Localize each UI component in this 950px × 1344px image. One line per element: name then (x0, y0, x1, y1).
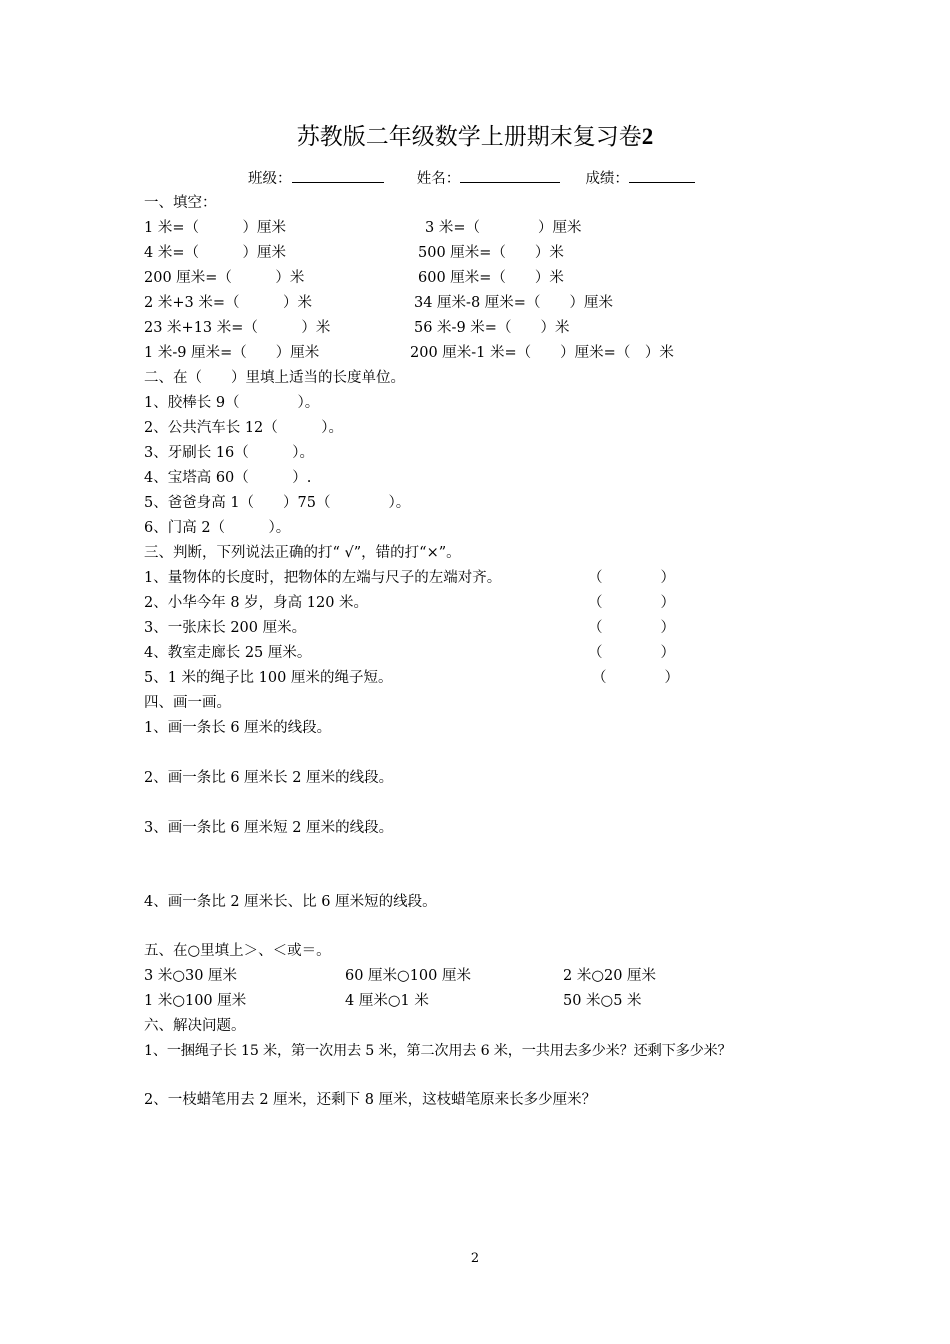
fill-item: 56 米-9 米=（ ）米 (414, 320, 570, 336)
title-text: 苏教版二年级数学上册期末复习卷 (296, 124, 642, 150)
judge-item-paren: （ ） (588, 570, 675, 586)
problem-item: 2、一枝蜡笔用去 2 厘米，还剩下 8 厘米，这枝蜡笔原来长多少厘米？ (144, 1092, 597, 1108)
judge-item-text: 4、教室走廊长 25 厘米。 (144, 645, 312, 661)
unit-item: 5、爸爸身高 1（ ）75（ ）。 (144, 495, 411, 511)
unit-item: 1、胶棒长 9（ ）。 (144, 395, 320, 411)
draw-item: 4、画一条比 2 厘米长、比 6 厘米短的线段。 (144, 894, 437, 910)
unit-item: 3、牙刷长 16（ ）。 (144, 445, 315, 461)
compare-item: 50 米○5 米 (563, 993, 642, 1009)
section-4-heading: 四、画一画。 (144, 695, 231, 711)
class-blank[interactable] (292, 168, 384, 183)
name-blank[interactable] (460, 168, 560, 183)
judge-item-paren: （ ） (588, 595, 675, 611)
compare-item: 60 厘米○100 厘米 (345, 968, 471, 984)
judge-item-text: 5、1 米的绳子比 100 厘米的绳子短。 (144, 670, 393, 686)
unit-item: 2、公共汽车长 12（ ）。 (144, 420, 344, 436)
fill-item: 500 厘米=（ ）米 (418, 245, 564, 261)
fill-item: 34 厘米-8 厘米=（ ）厘米 (414, 295, 613, 311)
compare-item: 2 米○20 厘米 (563, 968, 657, 984)
fill-item: 200 厘米=（ ）米 (144, 270, 305, 286)
judge-item-paren: （ ） (592, 670, 679, 686)
fill-item: 1 米=（ ）厘米 (144, 220, 286, 236)
name-label: 姓名： (416, 171, 461, 187)
class-label: 班级： (248, 171, 292, 187)
judge-item-text: 3、一张床长 200 厘米。 (144, 620, 307, 636)
draw-item: 1、画一条长 6 厘米的线段。 (144, 720, 332, 736)
score-label: 成绩： (585, 171, 629, 187)
section-3-heading: 三、判断，下列说法正确的打“ √”，错的打“×”。 (144, 545, 461, 561)
fill-item: 2 米+3 米=（ ）米 (144, 295, 312, 311)
page-title (0, 118, 950, 151)
section-5-heading: 五、在○里填上＞、＜或＝。 (144, 943, 331, 959)
fill-item: 200 厘米-1 米=（ ）厘米=（ ）米 (410, 345, 674, 361)
draw-item: 3、画一条比 6 厘米短 2 厘米的线段。 (144, 820, 394, 836)
unit-item: 4、宝塔高 60（ ）. (144, 470, 312, 486)
section-6-heading: 六、解决问题。 (144, 1018, 246, 1034)
problem-item: 1、一捆绳子长 15 米，第一次用去 5 米，第二次用去 6 米，一共用去多少米？还剩下多少米？ (144, 1043, 732, 1059)
compare-item: 4 厘米○1 米 (345, 993, 429, 1009)
compare-item: 1 米○100 厘米 (144, 993, 247, 1009)
info-line (248, 168, 695, 189)
draw-item: 2、画一条比 6 厘米长 2 厘米的线段。 (144, 770, 394, 786)
fill-item: 4 米=（ ）厘米 (144, 245, 286, 261)
fill-item: 600 厘米=（ ）米 (418, 270, 564, 286)
score-blank[interactable] (629, 168, 695, 183)
page-number: 2 (470, 1251, 480, 1266)
judge-item-text: 1、量物体的长度时，把物体的左端与尺子的左端对齐。 (144, 570, 502, 586)
title-number: 2 (641, 124, 654, 149)
section-1-heading: 一、填空： (144, 195, 217, 211)
fill-item: 3 米=（ ）厘米 (425, 220, 582, 236)
section-2-heading: 二、在（ ）里填上适当的长度单位。 (144, 370, 405, 386)
fill-item: 23 米+13 米=（ ）米 (144, 320, 331, 336)
fill-item: 1 米-9 厘米=（ ）厘米 (144, 345, 320, 361)
judge-item-paren: （ ） (588, 645, 675, 661)
unit-item: 6、门高 2（ ）。 (144, 520, 291, 536)
compare-item: 3 米○30 厘米 (144, 968, 238, 984)
judge-item-text: 2、小华今年 8 岁，身高 120 米。 (144, 595, 369, 611)
judge-item-paren: （ ） (588, 620, 675, 636)
